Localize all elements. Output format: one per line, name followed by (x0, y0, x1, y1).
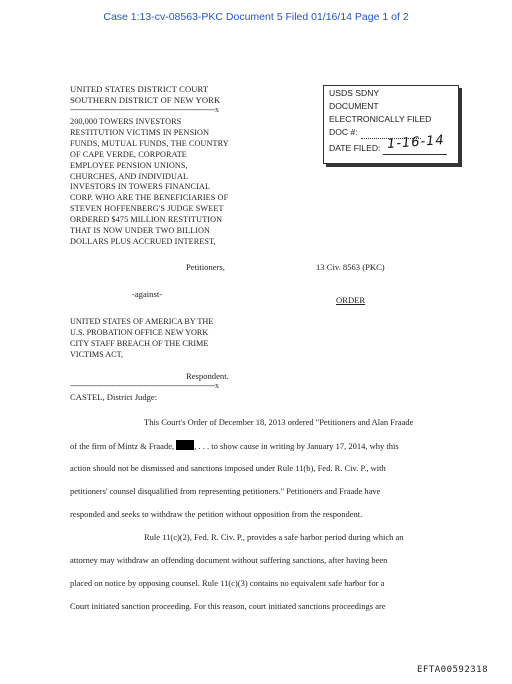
stamp-doc-label: DOC #: (329, 127, 358, 137)
date-line (383, 133, 447, 155)
body-line-2-end: , . . . to show cause in writing by January 17, 2014, why this (194, 441, 399, 451)
filing-stamp (323, 85, 459, 164)
respondent-label: Respondent. (186, 371, 229, 381)
body-line-9: Court initiated sanction proceeding. For this reason, court initiated sanctions proceedings are (70, 601, 386, 611)
body-line-4: petitioners' counsel disqualified from representing petitioners." Petitioners and Fraade have (70, 486, 381, 496)
stamp-date-filed (329, 133, 447, 155)
stamp-line-1: USDS SDNY (329, 88, 380, 98)
caption-divider-top: -------------------------------------------------------------------x (70, 105, 219, 114)
caption-divider-bottom: -------------------------------------------------------------------x (70, 381, 219, 390)
respondent-caption: UNITED STATES OF AMERICA BY THE U.S. PROBATION OFFICE NEW YORK CITY STAFF BREACH OF THE CRIME VICTIMS ACT, (70, 317, 214, 359)
court-name (70, 84, 220, 106)
body-line-3: action should not be dismissed and sanctions imposed under Rule 11(b), Fed. R. Civ. P., with (70, 463, 386, 473)
body-line-7: attorney may withdraw an offending document without suffering sanctions, after having been (70, 555, 388, 565)
body-line-2-start: of the firm of Mintz & Fraade, (70, 441, 175, 451)
stamp-date-label: DATE FILED: (329, 143, 381, 153)
petitioners-label: Petitioners, (186, 262, 225, 272)
redaction-box (176, 440, 194, 450)
body-line-1: This Court's Order of December 18, 2013 ordered "Petitioners and Alan Fraade (144, 417, 414, 427)
body-line-8: placed on notice by opposing counsel. Rule 11(c)(3) contains no equivalent safe harbor for a (70, 578, 385, 588)
petitioners-caption: 200,000 TOWERS INVESTORS RESTITUTION VICTIMS IN PENSION FUNDS, MUTUAL FUNDS, THE COUNTRY OF CAPE VERDE, CORPORATE EMPLOYEE PENSION UNIONS, CHURCHES, AND INDIVIDUAL INVESTORS IN TOWERS FINANCIAL CORP. WHO ARE THE BENEFICIARIES OF STEVEN HOFFENBERG'S JUDGE SWEET ORDERED $475 MILLION RESTITUTION THAT IS NOW UNDER TWO BILLION DOLLARS PLUS ACCRUED INTEREST, (70, 117, 229, 246)
stamp-line-3: ELECTRONICALLY FILED (329, 114, 432, 124)
handwritten-date: 1-16-14 (386, 133, 446, 152)
body-line-6: Rule 11(c)(2), Fed. R. Civ. P., provides a safe harbor period during which an (144, 532, 404, 542)
court-line-2: SOUTHERN DISTRICT OF NEW YORK (70, 95, 221, 105)
judge-line: CASTEL, District Judge: (70, 392, 158, 402)
document-title: ORDER (336, 295, 366, 305)
against-label: -against- (132, 289, 163, 299)
case-header: Case 1:13-cv-08563-PKC Document 5 Filed 01/16/14 Page 1 of 2 (103, 11, 409, 23)
stamp-line-2: DOCUMENT (329, 101, 379, 111)
court-line-1: UNITED STATES DISTRICT COURT (70, 84, 209, 94)
bates-number: EFTA00592318 (417, 665, 489, 675)
body-line-5: responded and seeks to withdraw the petition without opposition from the respondent. (70, 509, 363, 519)
body-line-2 (70, 440, 399, 451)
case-number: 13 Civ. 8563 (PKC) (316, 262, 385, 272)
